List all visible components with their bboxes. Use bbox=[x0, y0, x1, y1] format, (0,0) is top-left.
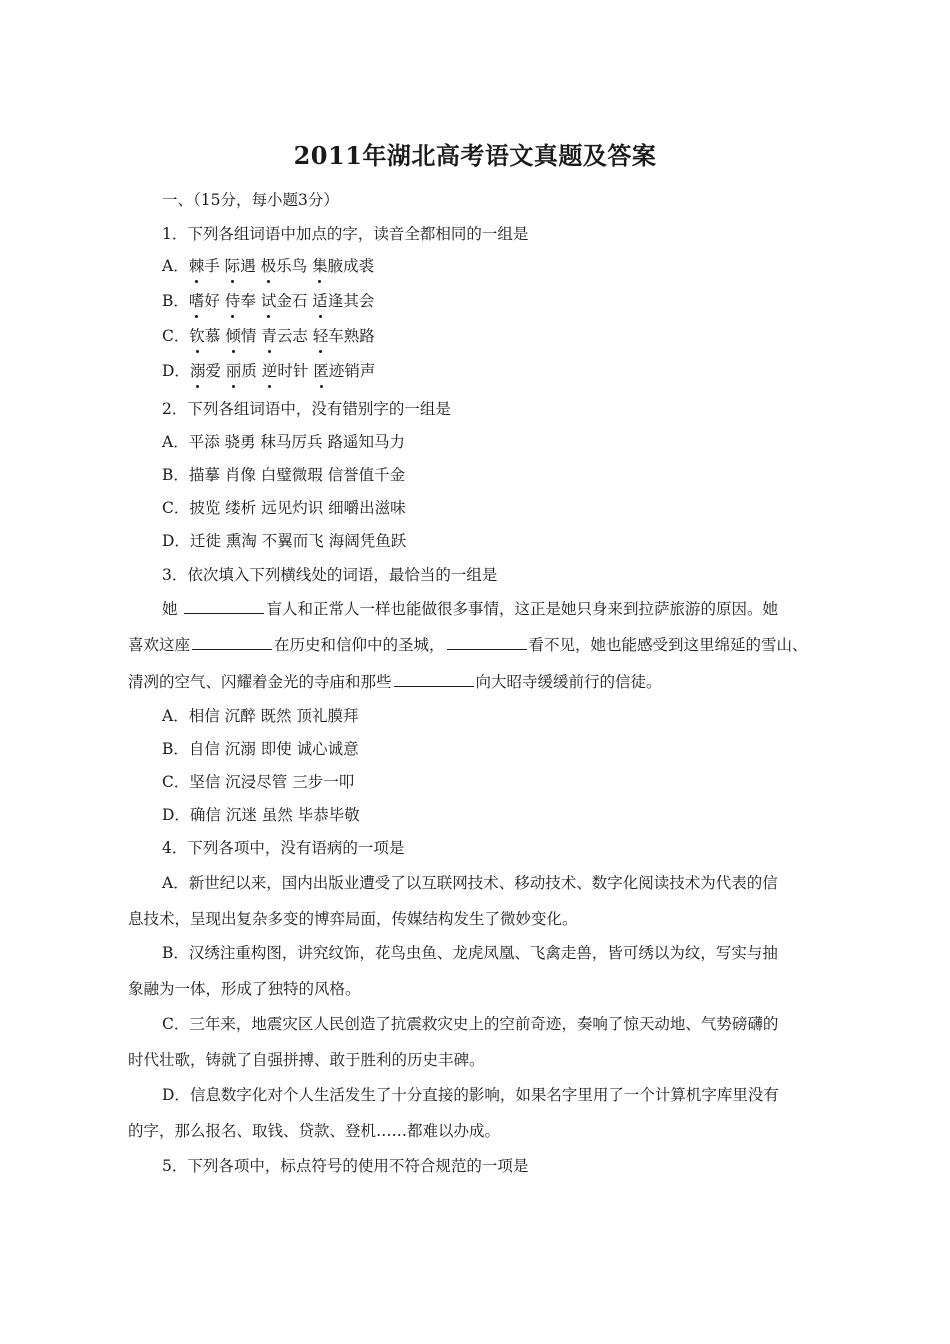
q3-option-b: B．自信 沉溺 即使 诚心诚意 bbox=[162, 740, 359, 758]
q3-passage-line-2: 喜欢这座 在历史和信仰中的圣城， 看不见，她也能感受到这里绵延的雪山、 bbox=[128, 636, 808, 654]
dotted-char: 际 bbox=[224, 257, 241, 275]
dotted-char: 侍 bbox=[224, 292, 241, 310]
dotted-char: 溺 bbox=[189, 362, 206, 380]
dotted-char: 嗜 bbox=[188, 292, 205, 310]
q4-option-c-line-1: C．三年来，地震灾区人民创造了抗震救灾史上的空前奇迹，奏响了惊天动地、气势磅礴的 bbox=[162, 1015, 779, 1033]
q4-option-a-line-1: A．新世纪以来，国内出版业遭受了以互联网技术、移动技术、数字化阅读技术为代表的信 bbox=[162, 874, 778, 892]
dotted-char: 钦 bbox=[189, 327, 205, 345]
dotted-char: 棘 bbox=[188, 257, 205, 275]
section-header: 一、（15分，每小题3分） bbox=[162, 191, 339, 209]
q3-passage-line-3: 清冽的空气、闪耀着金光的寺庙和那些 向大昭寺缓缓前行的信徒。 bbox=[128, 673, 662, 691]
q3-stem: 3．依次填入下列横线处的词语，最恰当的一组是 bbox=[162, 566, 498, 584]
dotted-char: 匿 bbox=[313, 362, 329, 380]
q1-option-c: C．钦慕 倾情 青云志 轻车熟路 bbox=[162, 327, 375, 345]
q1-option-a: A．棘手 际遇 极乐鸟 集腋成裘 bbox=[162, 257, 375, 275]
q3-option-d: D．确信 沉迷 虽然 毕恭毕敬 bbox=[162, 806, 360, 824]
q3-passage-line-1: 她 盲人和正常人一样也能做很多事情，这正是她只身来到拉萨旅游的原因。她 bbox=[162, 600, 778, 618]
page-title: 2011年湖北高考语文真题及答案 bbox=[293, 141, 657, 170]
q2-stem: 2．下列各组词语中，没有错别字的一组是 bbox=[162, 400, 451, 418]
q2-option-c: C．披览 缕析 远见灼识 细嚼出滋味 bbox=[162, 499, 406, 517]
q2-option-d: D．迁徙 熏淘 不翼而飞 海阔凭鱼跃 bbox=[162, 532, 407, 550]
q4-option-d-line-1: D．信息数字化对个人生活发生了十分直接的影响，如果名字里用了一个计算机字库里没有 bbox=[162, 1086, 779, 1104]
q4-option-c-line-2: 时代壮歌，铸就了自强拼搏、敢于胜利的历史丰碑。 bbox=[128, 1051, 485, 1069]
dotted-char: 集 bbox=[312, 257, 328, 275]
dotted-char: 丽 bbox=[225, 362, 242, 380]
dotted-char: 极 bbox=[260, 257, 277, 275]
q4-stem: 4．下列各项中，没有语病的一项是 bbox=[162, 839, 405, 857]
q4-option-b-line-1: B．汉绣注重构图，讲究纹饰，花鸟虫鱼、龙虎凤凰、飞禽走兽，皆可绣以为纹，写实与抽 bbox=[162, 944, 778, 962]
q4-option-b-line-2: 象融为一体，形成了独特的风格。 bbox=[128, 980, 361, 998]
q2-option-b: B．描摹 肖像 白璧微瑕 信誉值千金 bbox=[162, 466, 406, 484]
q4-option-d-line-2: 的字，那么报名、取钱、贷款、登机……都难以办成。 bbox=[128, 1122, 501, 1140]
q5-stem: 5．下列各项中，标点符号的使用不符合规范的一项是 bbox=[162, 1157, 529, 1175]
fill-blank bbox=[394, 671, 474, 687]
dotted-char: 逆 bbox=[261, 362, 278, 380]
dotted-char: 试 bbox=[260, 292, 277, 310]
q4-option-a-line-2: 息技术，呈现出复杂多变的博弈局面，传媒结构发生了微妙变化。 bbox=[128, 910, 578, 928]
fill-blank bbox=[447, 634, 527, 650]
q1-stem: 1．下列各组词语中加点的字，读音全都相同的一组是 bbox=[162, 225, 529, 243]
q3-option-c: C．坚信 沉浸尽管 三步一叩 bbox=[162, 773, 355, 791]
fill-blank bbox=[192, 634, 272, 650]
dotted-char: 倾 bbox=[225, 327, 241, 345]
q3-option-a: A．相信 沉醉 既然 顶礼膜拜 bbox=[162, 707, 359, 725]
dotted-char: 轻 bbox=[312, 327, 329, 345]
q1-option-d: D．溺爱 丽质 逆时针 匿迹销声 bbox=[162, 362, 376, 380]
fill-blank bbox=[184, 598, 264, 614]
q2-option-a: A．平添 骁勇 秣马厉兵 路遥知马力 bbox=[162, 433, 405, 451]
dotted-char: 适 bbox=[312, 292, 328, 310]
q1-option-b: B．嗜好 侍奉 试金石 适逢其会 bbox=[162, 292, 375, 310]
dotted-char: 青 bbox=[261, 327, 277, 345]
